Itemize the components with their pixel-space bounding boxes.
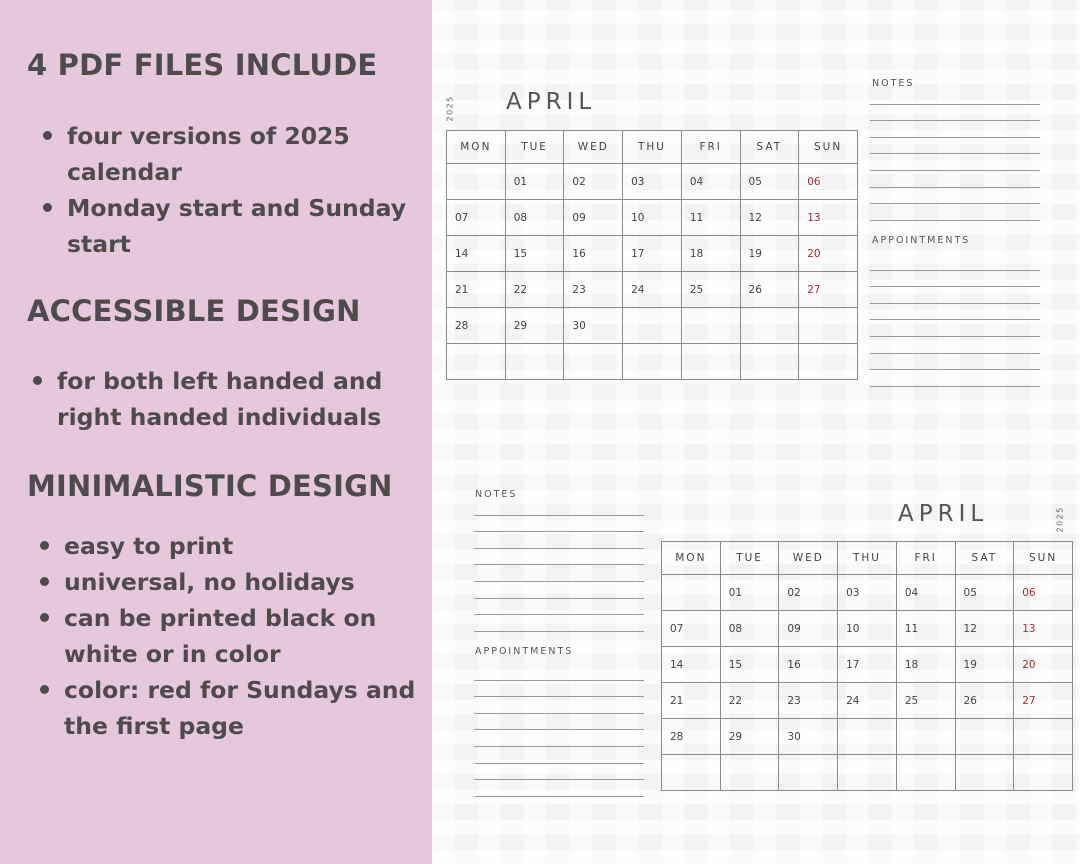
week-row [447, 272, 858, 308]
day-cell: 21 [447, 272, 506, 308]
day-cell [447, 164, 506, 200]
calendar-preview-area [432, 0, 1080, 864]
day-cell [720, 755, 779, 791]
weekday-header: MON [662, 542, 721, 575]
day-cell: 15 [505, 236, 564, 272]
day-cell: 09 [564, 200, 623, 236]
day-cell: 10 [623, 200, 682, 236]
day-cell [623, 344, 682, 380]
list-item: color: red for Sundays and the first page [37, 672, 422, 744]
ruled-line [474, 780, 644, 797]
day-cell [896, 755, 955, 791]
day-cell: 03 [623, 164, 682, 200]
weekday-header: THU [623, 131, 682, 164]
day-cell: 21 [662, 683, 721, 719]
week-row [662, 575, 1073, 611]
list-item: for both left handed and right handed individuals [30, 363, 390, 435]
day-cell [779, 755, 838, 791]
ruled-line [474, 730, 644, 747]
ruled-line [870, 354, 1040, 371]
list-pdf-files [40, 118, 420, 262]
day-cell: 09 [779, 611, 838, 647]
day-cell: 13 [799, 200, 858, 236]
week-row [447, 164, 858, 200]
weekday-header: SAT [955, 542, 1014, 575]
weekday-header: THU [838, 542, 897, 575]
day-cell: 06 [1014, 575, 1073, 611]
ruled-line [474, 697, 644, 714]
weekday-header: TUE [505, 131, 564, 164]
day-cell: 20 [799, 236, 858, 272]
day-cell: 08 [505, 200, 564, 236]
day-cell [662, 575, 721, 611]
ruled-line [870, 154, 1040, 171]
week-row [662, 755, 1073, 791]
week-row [447, 236, 858, 272]
day-cell: 28 [447, 308, 506, 344]
day-cell: 22 [720, 683, 779, 719]
weekday-header: TUE [720, 542, 779, 575]
day-cell: 28 [662, 719, 721, 755]
ruled-line [474, 549, 644, 566]
ruled-line [870, 304, 1040, 321]
day-cell: 14 [447, 236, 506, 272]
notes-lines [870, 88, 1040, 221]
notes-label: NOTES [475, 489, 518, 500]
day-cell [623, 308, 682, 344]
ruled-line [870, 138, 1040, 155]
day-cell: 12 [955, 611, 1014, 647]
ruled-line [474, 714, 644, 731]
weekday-header: WED [779, 542, 838, 575]
weekday-header: MON [447, 131, 506, 164]
week-row [662, 611, 1073, 647]
day-cell: 05 [955, 575, 1014, 611]
week-row [447, 344, 858, 380]
day-cell: 11 [896, 611, 955, 647]
day-cell: 24 [838, 683, 897, 719]
day-cell: 19 [955, 647, 1014, 683]
day-cell [505, 344, 564, 380]
day-cell: 26 [955, 683, 1014, 719]
week-row [662, 683, 1073, 719]
bullet-icon [40, 613, 49, 622]
appointments-label: APPOINTMENTS [872, 235, 971, 246]
day-cell [740, 344, 799, 380]
week-row [662, 719, 1073, 755]
list-item: easy to print [37, 528, 422, 564]
day-cell: 23 [564, 272, 623, 308]
ruled-line [474, 499, 644, 516]
ruled-line [870, 204, 1040, 221]
weekday-header: SUN [799, 131, 858, 164]
week-row [447, 308, 858, 344]
ruled-line [870, 188, 1040, 205]
weekday-header: FRI [681, 131, 740, 164]
week-row [662, 647, 1073, 683]
appointments-lines [870, 254, 1040, 387]
ruled-line [474, 565, 644, 582]
day-cell: 02 [564, 164, 623, 200]
day-cell: 13 [1014, 611, 1073, 647]
list-minimalistic-design [37, 528, 422, 744]
list-item: universal, no holidays [37, 564, 422, 600]
ruled-line [870, 287, 1040, 304]
appointments-label: APPOINTMENTS [475, 646, 574, 657]
ruled-line [474, 516, 644, 533]
day-cell: 24 [623, 272, 682, 308]
day-cell: 18 [681, 236, 740, 272]
day-cell: 03 [838, 575, 897, 611]
day-cell: 04 [681, 164, 740, 200]
weekday-header: SUN [1014, 542, 1073, 575]
ruled-line [474, 764, 644, 781]
appointments-lines [474, 664, 644, 797]
day-cell: 15 [720, 647, 779, 683]
day-cell [681, 308, 740, 344]
day-cell: 27 [1014, 683, 1073, 719]
year-label: 2025 [445, 95, 455, 122]
day-cell: 07 [662, 611, 721, 647]
bullet-icon [40, 541, 49, 550]
year-label: 2025 [1055, 506, 1065, 533]
day-cell: 18 [896, 647, 955, 683]
week-row [447, 200, 858, 236]
day-cell: 25 [681, 272, 740, 308]
ruled-line [870, 271, 1040, 288]
day-cell: 16 [779, 647, 838, 683]
day-cell: 26 [740, 272, 799, 308]
day-cell [955, 719, 1014, 755]
ruled-line [474, 615, 644, 632]
day-cell [896, 719, 955, 755]
day-cell: 23 [779, 683, 838, 719]
heading-accessible-design: ACCESSIBLE DESIGN [27, 294, 361, 328]
day-cell: 10 [838, 611, 897, 647]
day-cell [662, 755, 721, 791]
heading-minimalistic-design: MINIMALISTIC DESIGN [27, 469, 393, 503]
notes-label: NOTES [872, 78, 915, 89]
day-cell: 19 [740, 236, 799, 272]
list-accessible-design [30, 363, 390, 435]
day-cell: 02 [779, 575, 838, 611]
heading-pdf-files: 4 PDF FILES INCLUDE [27, 48, 378, 82]
ruled-line [870, 171, 1040, 188]
bullet-icon [43, 203, 52, 212]
day-cell: 22 [505, 272, 564, 308]
ruled-line [474, 747, 644, 764]
day-cell: 25 [896, 683, 955, 719]
weekday-header: WED [564, 131, 623, 164]
day-cell: 12 [740, 200, 799, 236]
bullet-icon [40, 685, 49, 694]
ruled-line [474, 664, 644, 681]
day-cell: 16 [564, 236, 623, 272]
day-cell [799, 308, 858, 344]
day-cell [838, 719, 897, 755]
day-cell: 04 [896, 575, 955, 611]
calendar-grid [446, 130, 858, 380]
day-cell [681, 344, 740, 380]
list-item: four versions of 2025 calendar [40, 118, 420, 190]
ruled-line [870, 88, 1040, 105]
list-item: can be printed black on white or in color [37, 600, 422, 672]
day-cell [447, 344, 506, 380]
day-cell: 14 [662, 647, 721, 683]
day-cell: 27 [799, 272, 858, 308]
calendar-grid [661, 541, 1073, 791]
day-cell: 11 [681, 200, 740, 236]
day-cell: 01 [505, 164, 564, 200]
day-cell: 30 [564, 308, 623, 344]
day-cell [799, 344, 858, 380]
day-cell: 06 [799, 164, 858, 200]
day-cell: 07 [447, 200, 506, 236]
day-cell: 17 [623, 236, 682, 272]
ruled-line [870, 370, 1040, 387]
ruled-line [870, 320, 1040, 337]
ruled-line [870, 337, 1040, 354]
day-cell [564, 344, 623, 380]
day-cell [1014, 719, 1073, 755]
ruled-line [870, 121, 1040, 138]
weekday-header: SAT [740, 131, 799, 164]
day-cell: 01 [720, 575, 779, 611]
ruled-line [870, 105, 1040, 122]
day-cell: 08 [720, 611, 779, 647]
day-cell [838, 755, 897, 791]
bullet-icon [43, 131, 52, 140]
day-cell: 29 [720, 719, 779, 755]
notes-lines [474, 499, 644, 632]
list-item: Monday start and Sunday start [40, 190, 420, 262]
month-title: APRIL [506, 89, 597, 115]
day-cell [1014, 755, 1073, 791]
day-cell: 20 [1014, 647, 1073, 683]
day-cell [740, 308, 799, 344]
day-cell: 30 [779, 719, 838, 755]
ruled-line [474, 681, 644, 698]
info-panel [0, 0, 432, 864]
ruled-line [474, 532, 644, 549]
bullet-icon [40, 577, 49, 586]
day-cell: 05 [740, 164, 799, 200]
ruled-line [474, 582, 644, 599]
weekday-header: FRI [896, 542, 955, 575]
day-cell: 29 [505, 308, 564, 344]
day-cell [955, 755, 1014, 791]
ruled-line [474, 599, 644, 616]
month-title: APRIL [898, 501, 989, 527]
day-cell: 17 [838, 647, 897, 683]
bullet-icon [33, 376, 42, 385]
ruled-line [870, 254, 1040, 271]
